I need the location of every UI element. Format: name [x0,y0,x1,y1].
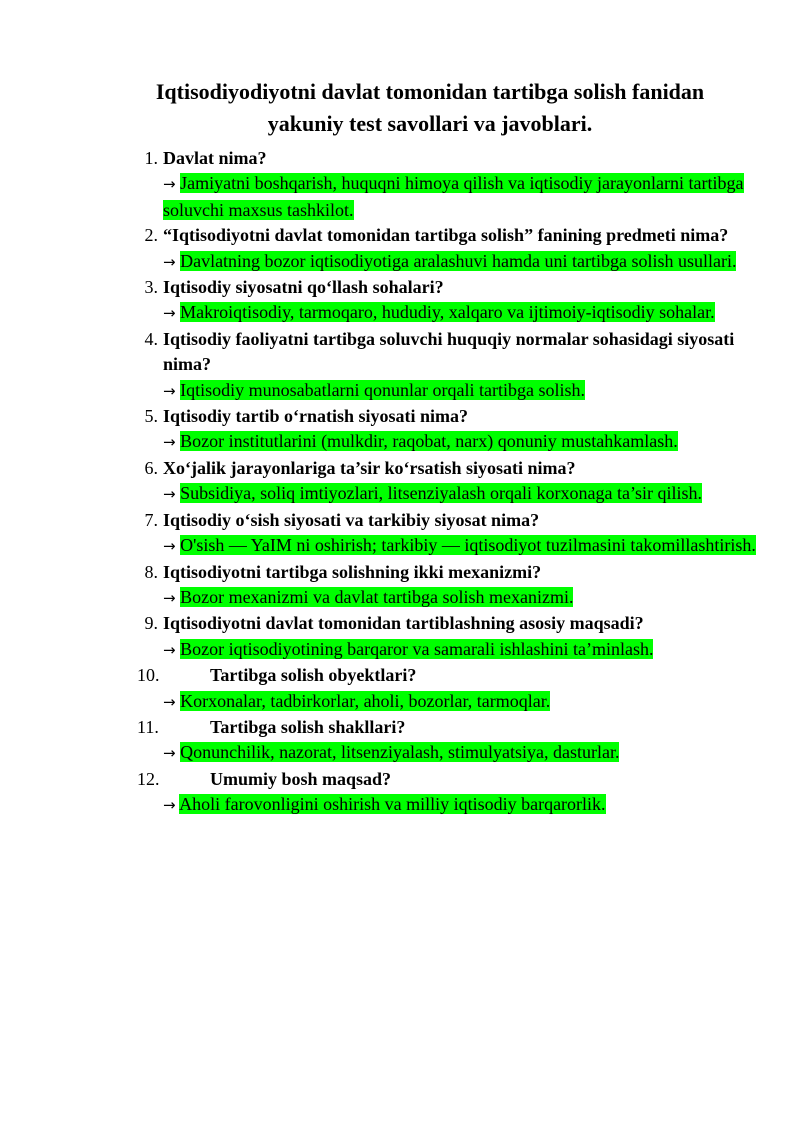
answer [163,249,770,275]
answer-text: Qonunchilik, nazorat, litsenziyalash, stimulyatsiya, dasturlar. [180,742,620,763]
answer-text: Bozor institutlarini (mulkdir, raqobat, narx) qonuniy mustahkamlash. [180,431,678,452]
arrow-icon: → [163,433,176,452]
answer-text: Davlatning bozor iqtisodiyotiga aralashuvi hamda uni tartibga solish usullari. [180,250,737,271]
question-text: Iqtisodiyotni davlat tomonidan tartiblashning asosiy maqsadi? [163,613,644,634]
item-number: 4. [144,328,158,349]
title-line-1: Iqtisodiyodiyotni davlat tomonidan tartibga solish fanidan [155,79,705,104]
list-item [130,508,770,560]
item-number: 2. [144,225,158,246]
answer [163,637,770,663]
arrow-icon: → [163,537,176,556]
answer [163,300,770,326]
item-number: 1. [144,148,158,168]
item-number: 11. [137,716,159,737]
arrow-icon: → [163,304,176,323]
item-number: 6. [144,457,158,478]
question-text: Iqtisodiy siyosatni qo‘llash sohalari? [163,277,444,298]
answer [163,585,770,611]
arrow-icon: → [163,692,176,711]
item-number: 12. [137,768,160,789]
item-number: 3. [144,277,158,298]
arrow-icon: → [163,485,176,504]
arrow-icon: → [163,381,176,400]
item-number: 7. [144,509,158,530]
document-title [90,76,770,140]
list-item [130,456,770,508]
answer-text: Bozor iqtisodiyotining barqaror va samarali ishlashini ta’minlash. [180,638,654,659]
question-text: Tartibga solish obyektlari? [210,665,417,686]
arrow-icon: → [163,744,176,763]
question-text: Xo‘jalik jarayonlariga ta’sir ko‘rsatish siyosati nima? [163,457,576,478]
list-item [130,767,770,819]
answer-text: O'sish — YaIM ni oshirish; tarkibiy — iqtisodiyot tuzilmasini takomillashtirish. [180,535,756,556]
item-number: 9. [144,613,158,634]
arrow-icon: → [163,796,176,815]
question-text: Davlat nima? [163,148,267,168]
list-item [130,223,770,275]
answer-text: Makroiqtisodiy, tarmoqaro, hududiy, xalqaro va ijtimoiy-iqtisodiy sohalar. [180,302,715,323]
question-text: Tartibga solish shakllari? [210,716,406,737]
question-text: “Iqtisodiyotni davlat tomonidan tartibga solish” fanining predmeti nima? [163,225,729,246]
answer [163,378,770,404]
answer [163,689,770,715]
list-item [130,560,770,612]
arrow-icon: → [163,588,176,607]
arrow-icon: → [163,640,176,659]
arrow-icon: → [163,252,176,271]
item-number: 8. [144,561,158,582]
question-text: Iqtisodiy faoliyatni tartibga soluvchi huquqiy normalar sohasidagi siyosati nima? [163,328,735,375]
list-item [130,327,770,404]
list-item [130,663,770,715]
answer [163,171,770,223]
title-line-2: yakuniy test savollari va javoblari. [267,111,593,136]
item-number: 10. [137,665,160,686]
list-item [130,146,770,223]
answer [163,792,770,818]
answer-text: Subsidiya, soliq imtiyozlari, litsenziyalash orqali korxonaga ta’sir qilish. [180,483,702,504]
answer-text: Jamiyatni boshqarish, huquqni himoya qilish va iqtisodiy jarayonlarni tartibga soluvchi maxsus tashkilot. [163,173,744,220]
question-text: Iqtisodiyotni tartibga solishning ikki mexanizmi? [163,561,542,582]
answer [163,740,770,766]
list-item [130,715,770,767]
question-text: Iqtisodiy tartib o‘rnatish siyosati nima? [163,406,469,427]
list-item [130,404,770,456]
answer-text: Aholi farovonligini oshirish va milliy iqtisodiy barqarorlik. [179,794,606,815]
question-text: Iqtisodiy o‘sish siyosati va tarkibiy siyosat nima? [163,509,540,530]
list-item [130,275,770,327]
arrow-icon: → [163,175,176,194]
list-item [130,611,770,663]
answer [163,533,770,559]
answer-text: Bozor mexanizmi va davlat tartibga solish mexanizmi. [180,586,574,607]
question-text: Umumiy bosh maqsad? [210,768,392,789]
answer [163,481,770,507]
answer-text: Iqtisodiy munosabatlarni qonunlar orqali tartibga solish. [180,379,586,400]
item-number: 5. [144,406,158,427]
question-list [130,146,770,819]
answer [163,429,770,455]
answer-text: Korxonalar, tadbirkorlar, aholi, bozorlar, tarmoqlar. [180,690,551,711]
